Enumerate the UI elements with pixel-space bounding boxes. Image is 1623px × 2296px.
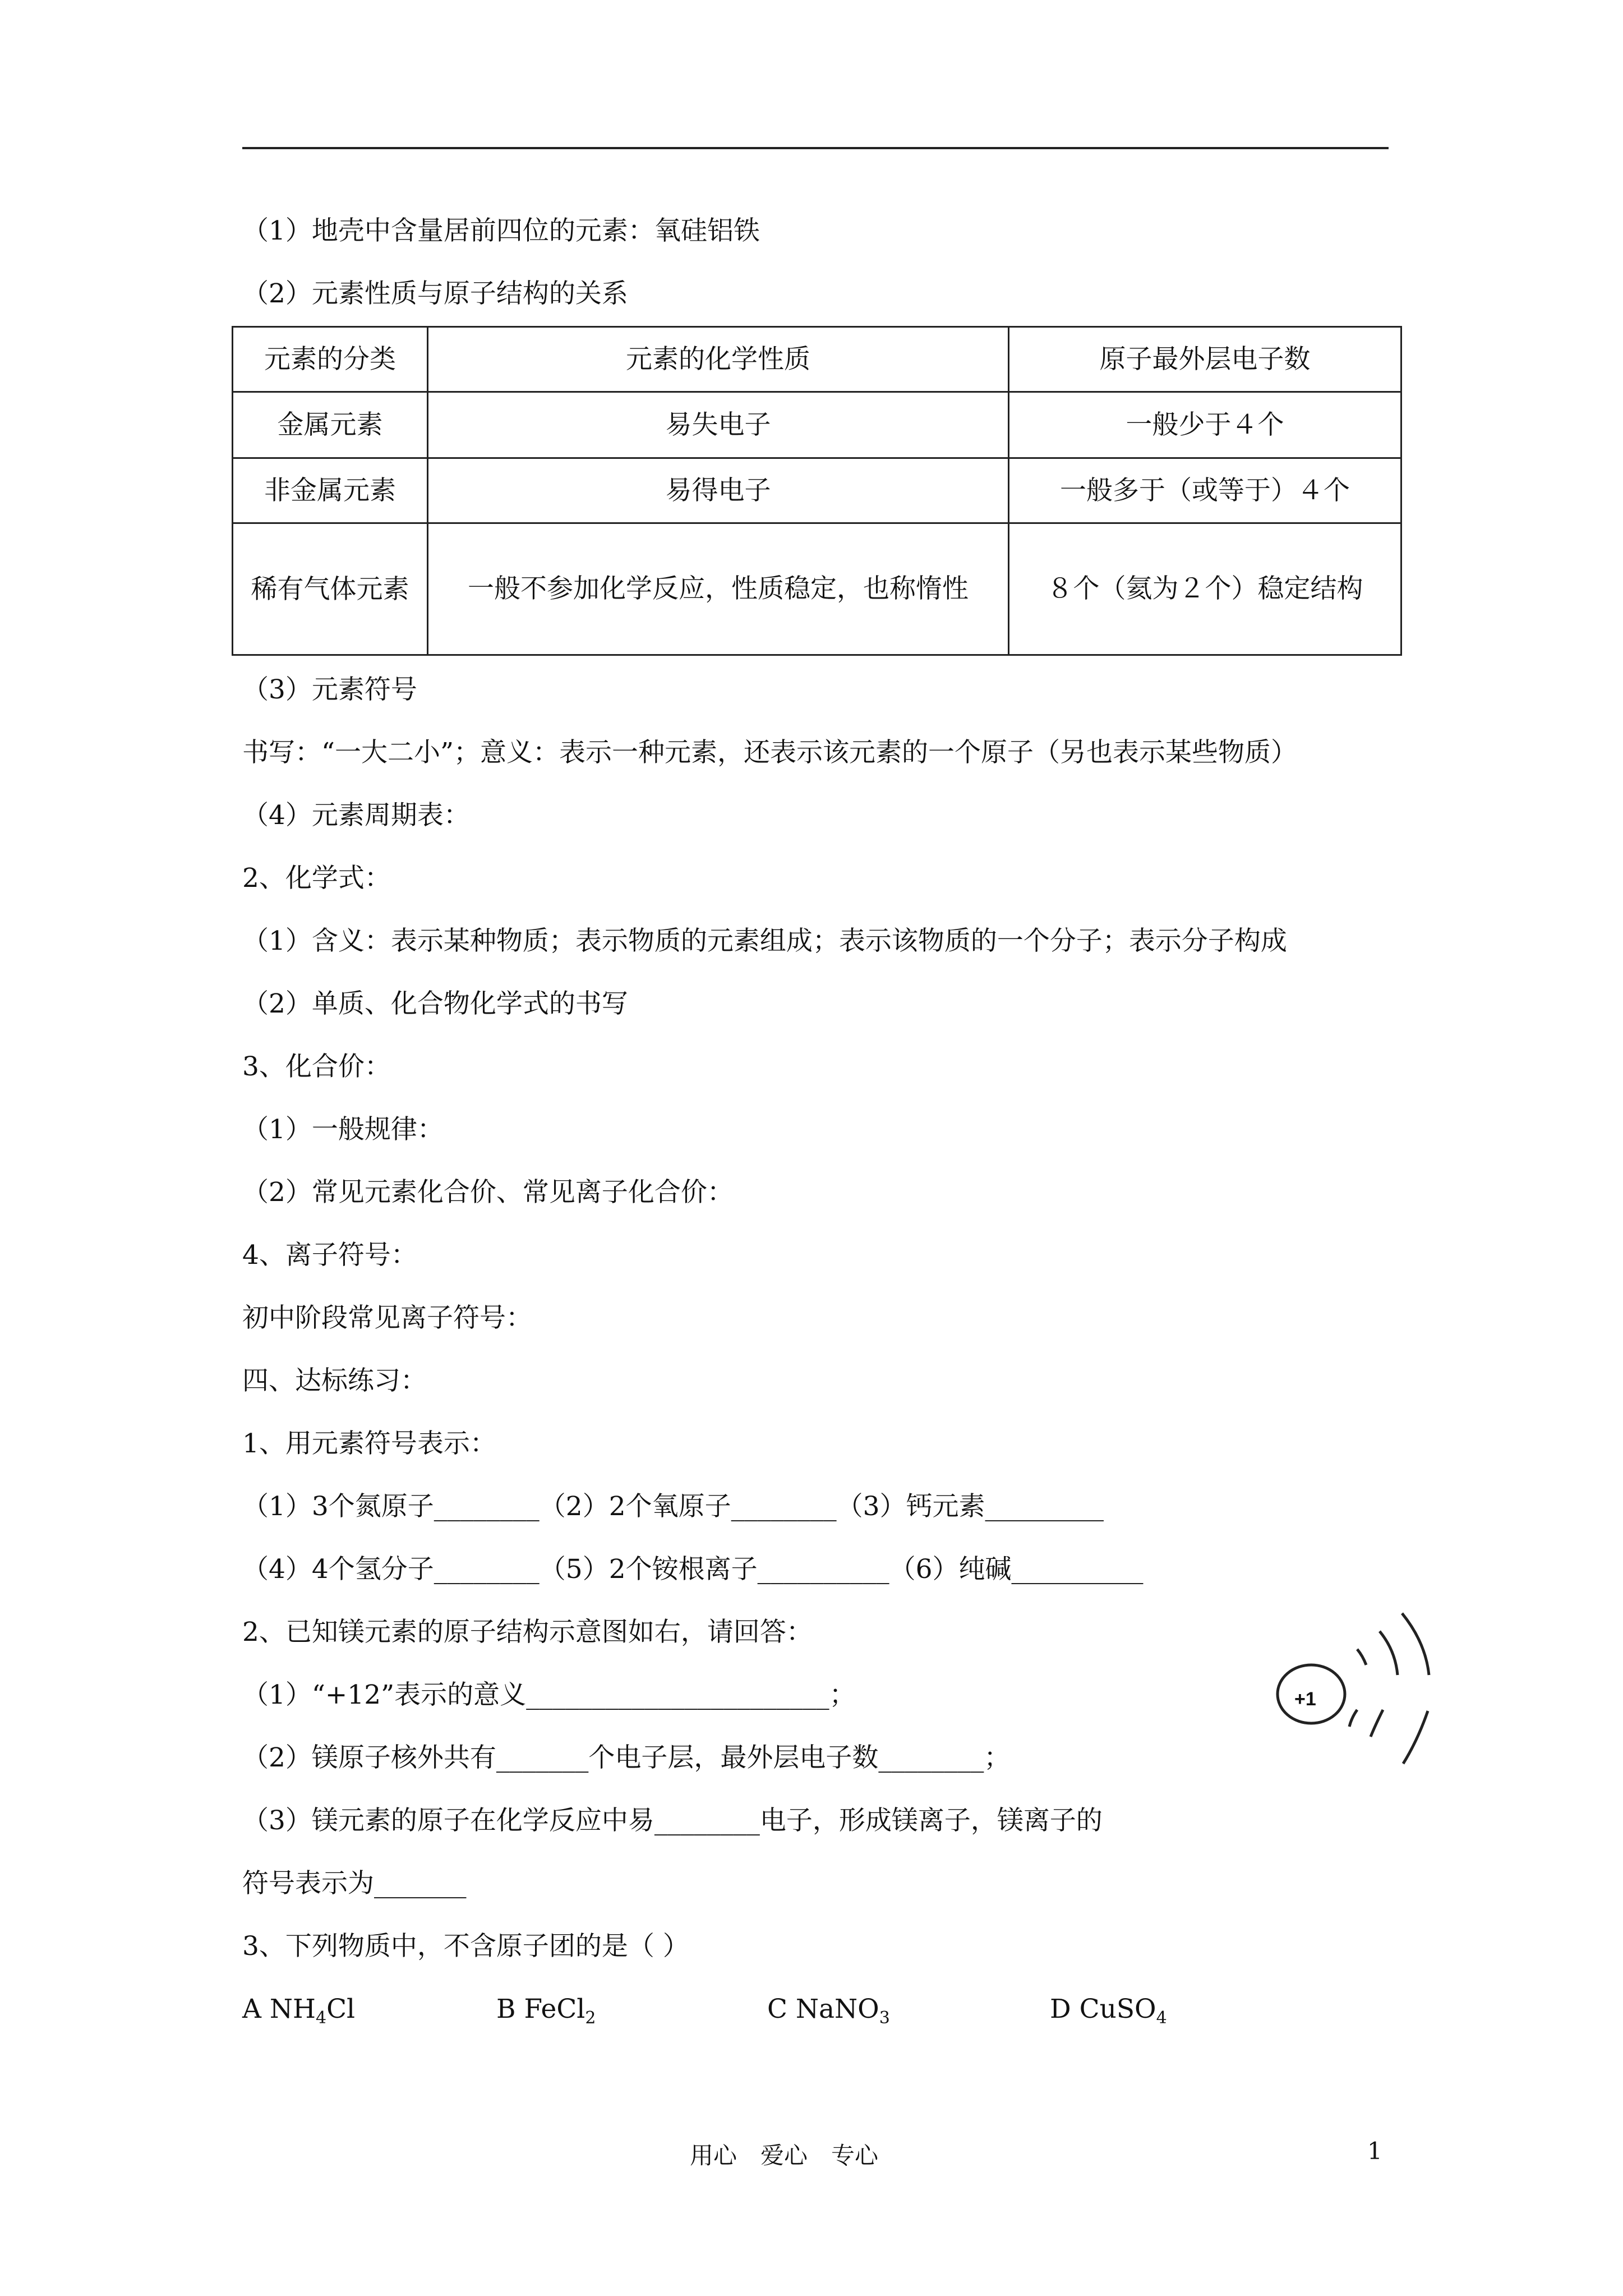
shell-arc-1-top [1357, 1649, 1366, 1665]
item-formula-writing: （2）单质、化合物化学式的书写 [242, 988, 628, 1019]
table-cell: 易得电子 [428, 458, 1009, 523]
item-symbol-meaning: 书写：“一大二小”；意义：表示一种元素，还表示该元素的一个原子（另也表示某些物质） [242, 737, 1298, 768]
shell-arc-2-top [1380, 1631, 1398, 1675]
section-ion-symbols: 4、离子符号： [242, 1240, 417, 1271]
shell-arc-3-top [1402, 1613, 1429, 1675]
table-cell: ８个（氦为２个）稳定结构 [1009, 523, 1401, 655]
section-practice: 四、达标练习： [242, 1365, 427, 1396]
table-cell: 非金属元素 [233, 458, 428, 523]
magnesium-atom-diagram [1273, 1610, 1464, 1778]
table-cell: 易失电子 [428, 392, 1009, 458]
table-cell: 一般不参加化学反应，性质稳定，也称惰性 [428, 523, 1009, 655]
question-2-part-2: （2）镁原子核外共有_______个电子层，最外层电子数________； [242, 1742, 1011, 1773]
table-header-row [233, 327, 1401, 392]
table-row [233, 458, 1401, 523]
item-formula-meaning: （1）含义：表示某种物质；表示物质的元素组成；表示该物质的一个分子；表示分子构成 [242, 926, 1287, 956]
item-general-rules: （1）一般规律： [242, 1114, 444, 1145]
nucleus-label: +1 [1294, 1688, 1316, 1710]
table-cell: 稀有气体元素 [233, 523, 428, 655]
item-common-valences: （2）常见元素化合价、常见离子化合价： [242, 1177, 734, 1208]
table-row [233, 392, 1401, 458]
header-rule [242, 147, 1389, 149]
question-1: 1、用元素符号表示： [242, 1428, 496, 1459]
page-number: 1 [1367, 2137, 1382, 2165]
footer-motto: 用心 爱心 专心 [690, 2142, 879, 2169]
question-2: 2、已知镁元素的原子结构示意图如右，请回答： [242, 1617, 813, 1648]
table-header-cell: 元素的化学性质 [428, 327, 1009, 392]
section-chemical-formula: 2、化学式： [242, 863, 391, 894]
item-common-ions: 初中阶段常见离子符号： [242, 1303, 532, 1333]
option-b: B FeCl$_2$ [496, 1994, 596, 2028]
item-crust-elements: （1）地壳中含量居前四位的元素：氧硅铝铁 [242, 215, 760, 246]
table-header-cell: 元素的分类 [233, 327, 428, 392]
question-1-row-1: （1）3个氮原子________（2）2个氧原子________（3）钙元素_________ [242, 1491, 1104, 1522]
question-2-part-1: （1）“+12”表示的意义_______________________； [242, 1680, 856, 1710]
element-properties-table [232, 326, 1402, 656]
shell-arc-2-bottom [1371, 1710, 1383, 1737]
table-cell: 金属元素 [233, 392, 428, 458]
question-2-part-3: （3）镁元素的原子在化学反应中易________电子，形成镁离子，镁离子的 [242, 1805, 1103, 1836]
question-3: 3、下列物质中，不含原子团的是（ ） [242, 1931, 689, 1962]
shell-arc-1-bottom [1349, 1710, 1357, 1727]
item-periodic-table: （4）元素周期表： [242, 800, 470, 831]
option-d: D CuSO$_4$ [1050, 1994, 1167, 2028]
table-header-cell: 原子最外层电子数 [1009, 327, 1401, 392]
item-property-structure: （2）元素性质与原子结构的关系 [242, 278, 628, 309]
option-a: A $NH_4Cl$ [242, 1994, 356, 2028]
option-c: C NaNO$_3$ [767, 1994, 890, 2028]
table-cell: 一般多于（或等于）４个 [1009, 458, 1401, 523]
question-1-row-2: （4）4个氢分子________（5）2个铵根离子__________（6）纯碱__________ [242, 1554, 1144, 1585]
table-cell: 一般少于４个 [1009, 392, 1401, 458]
item-element-symbol: （3）元素符号 [242, 674, 417, 705]
table-row [233, 523, 1401, 655]
question-2-part-3-cont: 符号表示为_______ [242, 1868, 467, 1899]
shell-arc-3-bottom [1403, 1711, 1428, 1764]
section-valence: 3、化合价： [242, 1051, 391, 1082]
